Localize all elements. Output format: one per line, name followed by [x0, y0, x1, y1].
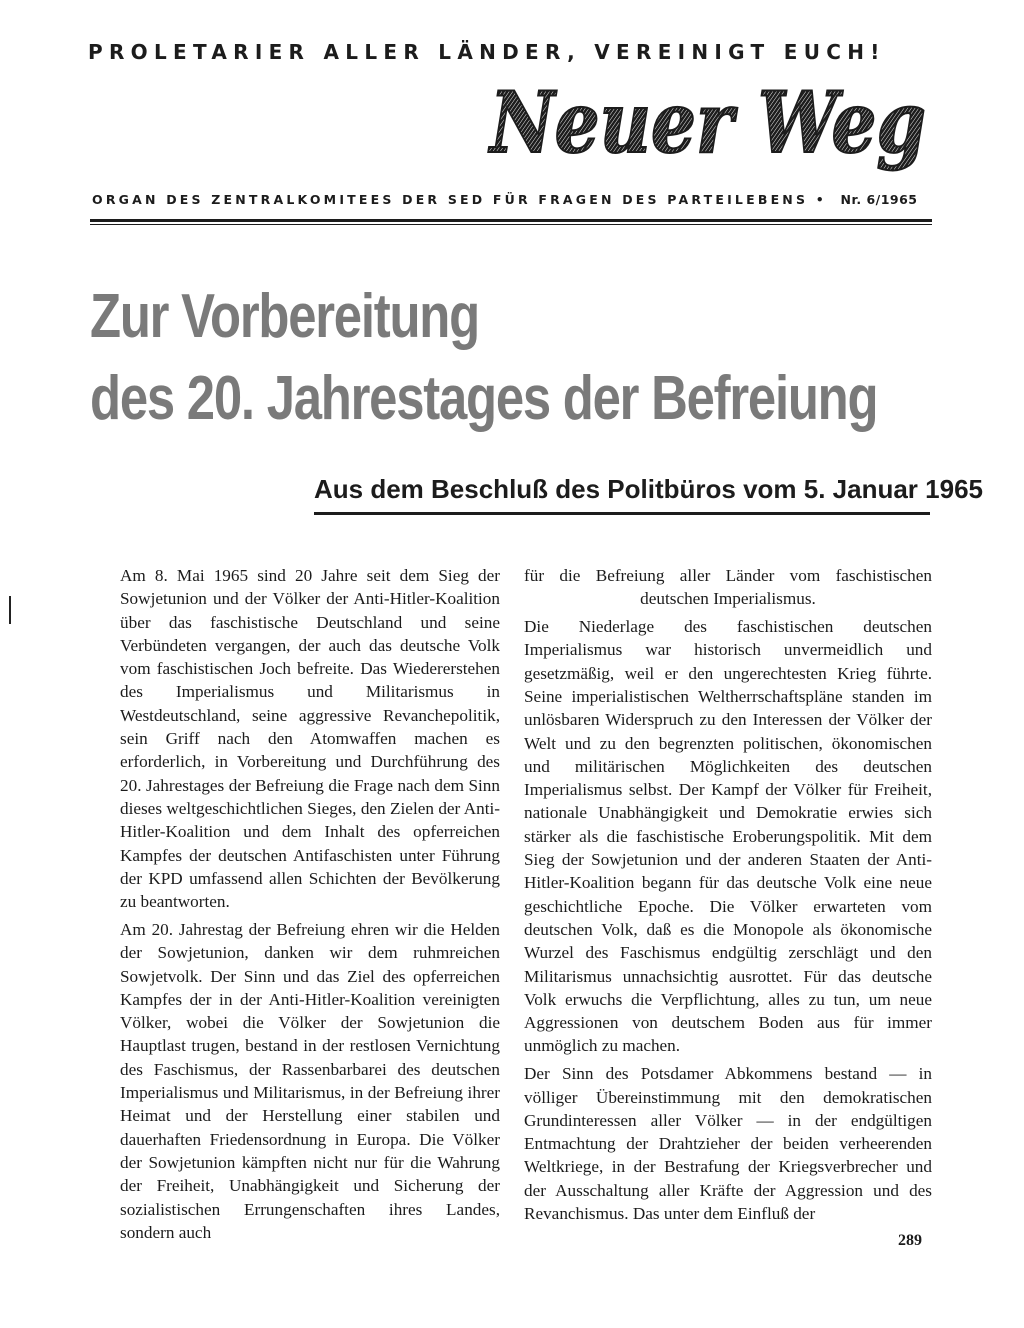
- text-column-right: [524, 564, 932, 1230]
- page-number: 289: [898, 1232, 922, 1249]
- article-headline: [90, 276, 878, 440]
- article-subtitle: Aus dem Beschluß des Politbüros vom 5. Januar 1965: [314, 474, 983, 504]
- masthead-blackletter-logo: [484, 73, 934, 172]
- subtitle-underline: [314, 512, 930, 515]
- issue-separator: •: [815, 192, 827, 207]
- text-column-left: [120, 564, 500, 1249]
- organ-title: ORGAN DES ZENTRALKOMITEES DER SED FÜR FRAGEN DES PARTEILEBENS: [92, 192, 809, 207]
- header-rule-thin: [90, 224, 932, 225]
- party-motto: PROLETARIER ALLER LÄNDER, VEREINIGT EUCH!: [88, 40, 886, 64]
- paragraph: Am 20. Jahrestag der Befreiung ehren wir die Helden der Sowjetunion, danken wir dem ruhmreichen Sowjetvolk. Der Sinn und das Ziel des opferreichen Kampfes der in der Anti-Hitler-Koalition vereinigten Völker, wobei die Völker der Sowjetunion die Hauptlast trugen, bestand in der restlosen Vernichtung des Faschismus, der Rassenbarbarei des deutschen Imperialismus und Militarismus, in der Befreiung ihrer Heimat und der Herstellung einer stabilen und dauerhaften Friedensordnung in Europa. Die Völker der Sowjetunion kämpften nicht nur für die Wahrung der Freiheit, Unabhängigkeit und Sicherung der sozialistischen Errungenschaften ihres Landes, sondern auch: [120, 919, 500, 1242]
- paragraph: Der Sinn des Potsdamer Abkommens bestand — in völliger Übereinstimmung mit den demokratischen Grundinteressen aller Völker — in der endgültigen Entmachtung der Drahtzieher der beiden verheerenden Weltkriege, in der Bestrafung der Kriegsverbrecher und der Ausschaltung aller Kräfte der Aggression und des Revanchismus. Das unter dem Einfluß der: [524, 1064, 932, 1224]
- margin-mark: [9, 596, 11, 624]
- paragraph: für die Befreiung aller Länder vom faschistischen deutschen Imperialismus.: [524, 566, 932, 609]
- masthead-text: Neuer Weg: [487, 73, 926, 172]
- paragraph: Am 8. Mai 1965 sind 20 Jahre seit dem Sieg der Sowjetunion und der Völker der Anti-Hitler-Koalition über das faschistische Deutschland und seine Verbündeten vergangen, der auch das deutsche Volk vom faschistischen Joch befreite. Das Wiedererstehen des Imperialismus und Militarismus in Westdeutschland, seine aggressive Revanchepolitik, sein Griff nach den Atomwaffen machen es erforderlich, in Vorbereitung und Durchführung des 20. Jahrestages der Befreiung die Frage nach dem Sinn dieses weltgeschichtlichen Sieges, den Zielen der Anti-Hitler-Koalition und dem Inhalt des opferreichen Kampfes der deutschen Antifaschisten unter Führung der KPD umfassend allen Schichten der Bevölkerung zu beantworten.: [120, 566, 500, 912]
- paragraph: Die Niederlage des faschistischen deutschen Imperialismus war historisch unvermeidlich und gesetzmäßig, weil er den ungerechtesten Krieg führte. Seine imperialistischen Weltherrschaftspläne standen im unlösbaren Widerspruch zu den Interessen der Völker der Welt und zu den begrenzten politischen, ökonomischen und militärischen Möglichkeiten des deutschen Imperialismus selbst. Der Kampf der Völker für Freiheit, nationale Unabhängigkeit und Demokratie erwies sich stärker als die faschistische Eroberungspolitik. Mit dem Sieg der Sowjetunion und der anderen Staaten der Anti-Hitler-Koalition begann für das deutsche Volk eine neue geschichtliche Epoche. Die Völker erwarteten vom deutschen Volk, daß es die Monopole als ökonomische Wurzel des Faschismus endgültig zerschlägt und den Militarismus unnachsichtig ausrottet. Für das deutsche Volk erwuchs die Verpflichtung, alles zu tun, um neue Aggressionen von deutschem Boden aus für immer unmöglich zu machen.: [524, 617, 932, 1056]
- headline-line-1: Zur Vorbereitung: [90, 282, 479, 351]
- headline-line-2: des 20. Jahrestages der Befreiung: [90, 364, 878, 433]
- header-rule-thick: [90, 219, 932, 222]
- masthead-logo: [484, 73, 934, 172]
- issue-number: Nr. 6/1965: [840, 192, 918, 207]
- organ-line: [92, 192, 942, 207]
